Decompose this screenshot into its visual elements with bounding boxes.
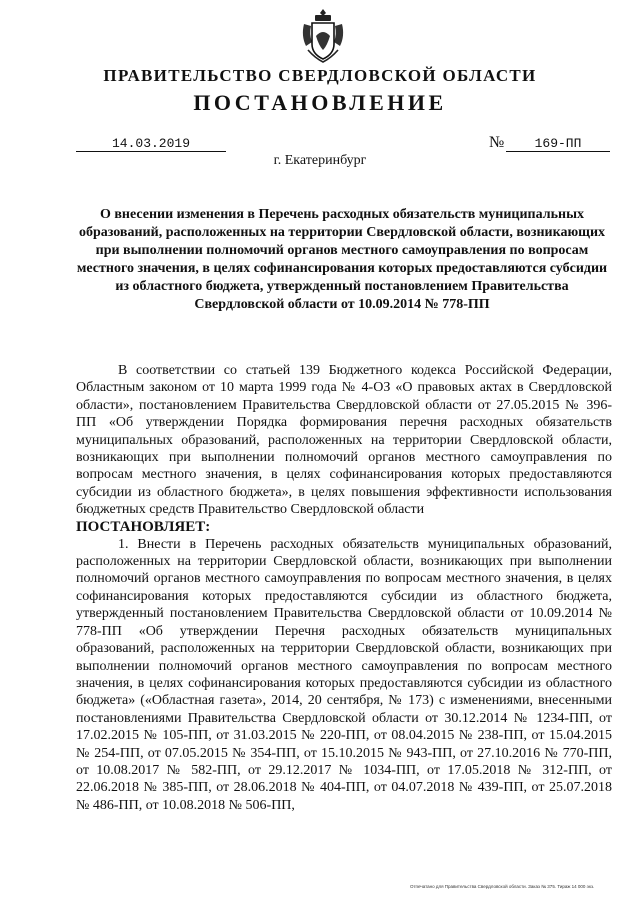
print-footer: Отпечатано для Правительства Свердловской области. Заказ № 375. Тираж 14 000 экз.: [410, 884, 595, 889]
resolves-heading: ПОСТАНОВЛЯЕТ:: [76, 518, 211, 535]
decree-number: 169-ПП: [506, 136, 610, 152]
document-body: [76, 362, 612, 814]
item-1-paragraph: 1. Внести в Перечень расходных обязательств муниципальных образований, расположенных на территории Свердловской области, возникающих при выполнении полномочий органов местного самоуправления по вопросам местного значения, в целях софинансирования которых предоставляются субсидии из областного бюджета, утвержденный постановлением Правительства Свердловской области от 10.09.2014 № 778-ПП «Об утверждении Перечня расходных обязательств муниципальных образований, расположенных на территории Свердловской области, возникающих при выполнении полномочий органов местного самоуправления по вопросам местного значения, в целях софинансирования которых предоставляются субсидии из областного бюджета» («Областная газета», 2014, 20 сентября, № 173) с изменениями, внесенными постановлениями Правительства Свердловской области от 30.12.2014 № 1234-ПП, от 17.02.2015 № 105-ПП, от 31.03.2015 № 220-ПП, от 08.04.2015 № 238-ПП, от 15.04.2015 № 254-ПП, от 07.05.2015 № 354-ПП, от 15.10.2015 № 943-ПП, от 27.10.2016 № 770-ПП, от 10.08.2017 № 582-ПП, от 29.12.2017 № 1034-ПП, от 17.05.2018 № 312-ПП, от 22.06.2018 № 385-ПП, от 28.06.2018 № 404-ПП, от 04.07.2018 № 439-ПП, от 25.07.2018 № 486-ПП, от 10.08.2018 № 506-ПП,: [76, 536, 612, 813]
decree-date: 14.03.2019: [76, 136, 226, 152]
government-name: ПРАВИТЕЛЬСТВО СВЕРДЛОВСКОЙ ОБЛАСТИ: [103, 66, 537, 85]
number-label: №: [489, 134, 505, 151]
document-title: О внесении изменения в Перечень расходных обязательств муниципальных образований, расположенных на территории Свердловской области, возникающих при выполнении полномочий органов местного самоуправления по вопросам местного значения, в целях софинансирования которых предоставляются субсидии из областного бюджета, утвержденный постановлением Правительства Свердловской области от 10.09.2014 № 778-ПП: [76, 207, 608, 312]
city: г. Екатеринбург: [273, 153, 367, 168]
preamble-paragraph: В соответствии со статьей 139 Бюджетного кодекса Российской Федерации, Областным законом от 10 марта 1999 года № 4-ОЗ «О правовых актах в Свердловской области», постановлением Правительства Свердловской области от 27.05.2015 № 396-ПП «Об утверждении Порядка формирования перечня расходных обязательств муниципальных образований, расположенных на территории Свердловской области, возникающих при выполнении полномочий органов местного самоуправления по вопросам местного значения, в целях софинансирования которых предоставляются субсидии из областного бюджета», в целях повышения эффективности использования бюджетных средств Правительство Свердловской области: [76, 363, 612, 518]
coat-of-arms-icon: [300, 6, 346, 64]
document-type: ПОСТАНОВЛЕНИЕ: [193, 90, 447, 115]
